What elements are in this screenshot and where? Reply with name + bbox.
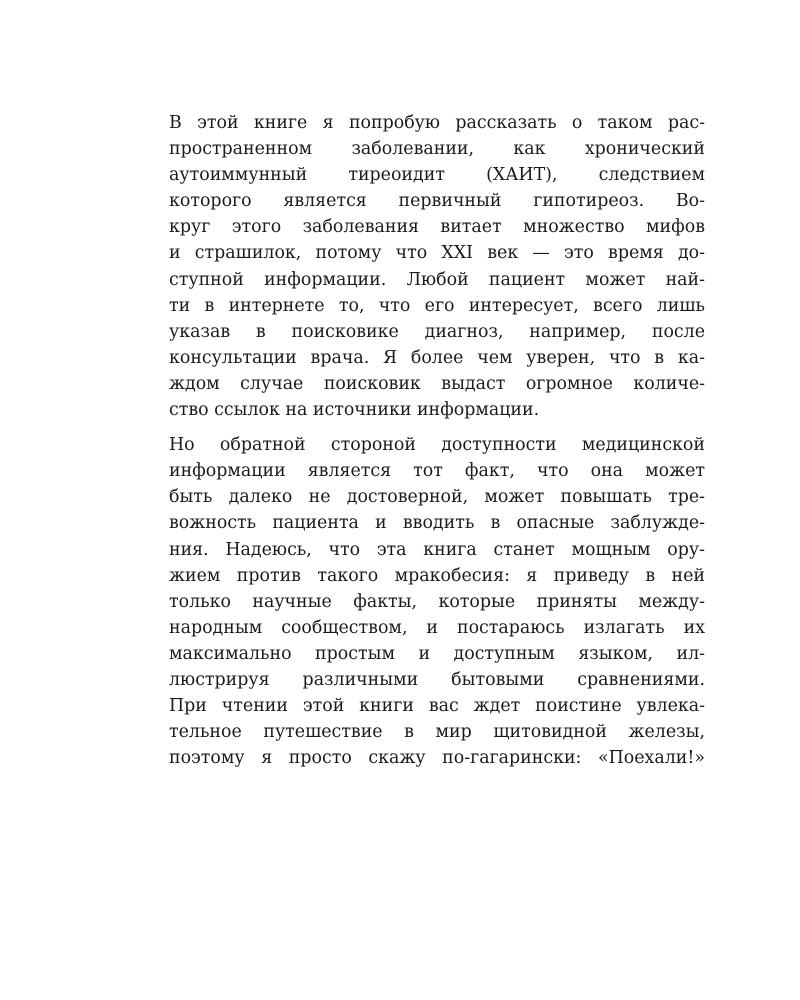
text-line: ство ссылок на источники информации. (169, 400, 540, 421)
text-line: круг этого заболевания витает множество мифов (169, 217, 705, 238)
text-line: В этой книге я попробую рассказать о таком рас- (169, 113, 705, 133)
text-line: указав в поисковике диагноз, например, после (169, 321, 705, 342)
text-line: поэтому я просто скажу по-гагарински: «Поехали!» (169, 748, 705, 769)
text-line: только научные факты, которые приняты между- (169, 591, 705, 612)
text-line: ждом случае поисковик выдаст огромное количе- (169, 373, 705, 394)
text-line: консультации врача. Я более чем уверен, что в ка- (169, 347, 705, 368)
text-line: жием против такого мракобесия: я приведу в ней (169, 565, 705, 586)
text-line: аутоиммунный тиреоидит (ХАИТ), следствием (169, 165, 705, 186)
text-line: пространенном заболевании, как хронический (169, 139, 705, 160)
text-line: При чтении этой книги вас ждет поистине увлека- (169, 696, 705, 717)
text-line: быть далеко не достоверной, может повышать тре- (169, 487, 705, 508)
text-line: информации является тот факт, что она может (169, 461, 705, 482)
text-line: люстрируя различными бытовыми сравнениями. (169, 669, 705, 690)
paragraph-warning (169, 432, 705, 771)
paragraph-intro (169, 110, 705, 423)
text-line: тельное путешествие в мир щитовидной железы, (169, 722, 705, 743)
text-line: ступной информации. Любой пациент может най- (169, 269, 705, 290)
text-line: которого является первичный гипотиреоз. Во- (169, 191, 705, 212)
text-line: Но обратной стороной доступности медицинской (169, 435, 705, 456)
text-line: вожность пациента и вводить в опасные заблужде- (169, 513, 705, 534)
body-text (169, 110, 705, 771)
text-line: и страшилок, потому что XXI век — это время до- (169, 243, 705, 264)
text-line: ния. Надеюсь, что эта книга станет мощным ору- (169, 539, 705, 560)
text-line: ти в интернете то, что его интересует, всего лишь (169, 295, 705, 316)
text-line: народным сообществом, и постараюсь излагать их (169, 617, 705, 638)
text-line: максимально простым и доступным языком, ил- (169, 643, 705, 664)
